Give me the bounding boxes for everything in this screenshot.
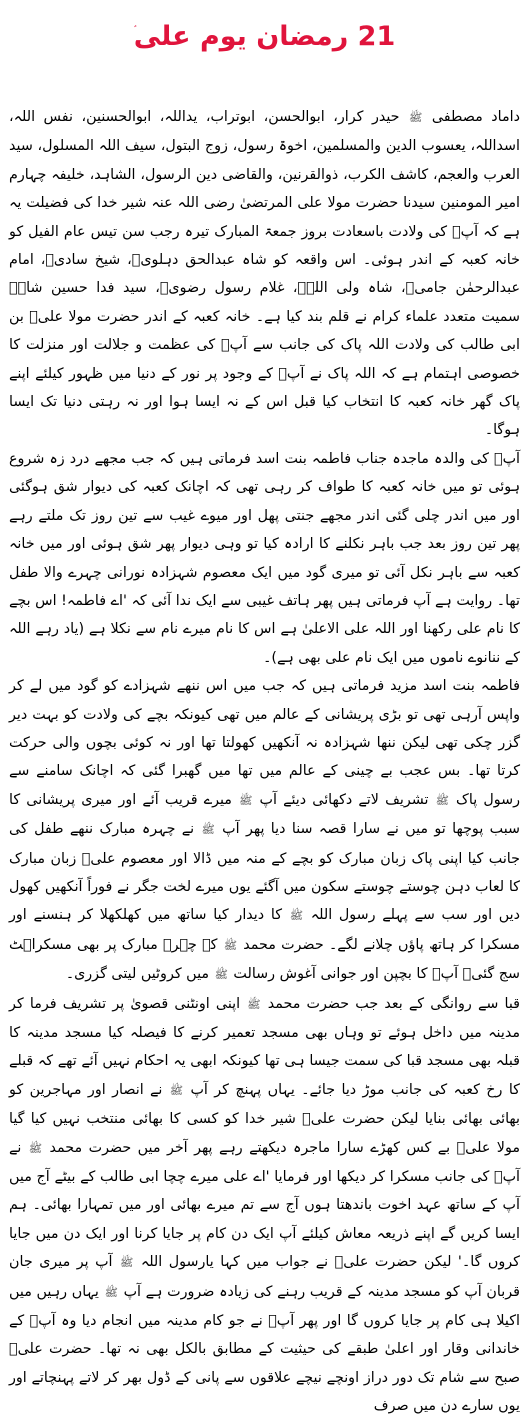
salutation-symbol: ﷺ bbox=[28, 1141, 43, 1155]
paragraph-text: کے چہرے مبارک پر بھی مسکراہٹ سج گئی۔ آپؑ کا بچپن اور جوانی آغوش رسالت bbox=[9, 936, 520, 983]
salutation-symbol: ﷺ bbox=[247, 997, 261, 1011]
title-text: 21 رمضان یوم علی bbox=[133, 21, 396, 52]
paragraph bbox=[9, 445, 520, 672]
paragraph-text: میرے قریب آئے اور میری پریشانی کا سبب پوچھا تو میں نے سارا قصہ سنا دیا پھر آپ bbox=[9, 791, 521, 838]
salutation-symbol: ﷺ bbox=[239, 793, 253, 807]
paragraph-text: کا دیدار کیا ساتھ میں کھلکھلا کر ہنسنے اور مسکرا کر ہاتھ پاؤں چلانے لگے۔ حضرت محمد bbox=[9, 907, 520, 953]
paragraph bbox=[9, 990, 520, 1421]
salutation-symbol: ﷺ bbox=[169, 1083, 184, 1097]
salutation-symbol: ﷺ bbox=[120, 1256, 134, 1270]
salutation-symbol: ﷺ bbox=[289, 909, 304, 923]
paragraph-text: فاطمہ بنت اسد مزید فرماتی ہیں کہ جب میں اس ننھے شہزادے کو گود میں لے کر واپس آرہی تھی تو بڑی پریشانی کے عالم میں تھی کیونکہ بچے کی ولادت کو بہت دیر گزر چکی تھی لیکن ننھا شہزادہ نہ آنکھیں کھولتا تھا اور نہ کوئی بچوں والی حرکت کرتا تھا۔ بس عجب بے چینی کے عالم میں تھا میں گھبرا گئی کہ اچانک سامنے سے رسول پاک bbox=[9, 678, 520, 808]
salutation-symbol: ﷺ bbox=[435, 793, 449, 807]
paragraph-text: تشریف لاتے دکھائی دیئے آپ bbox=[253, 791, 435, 808]
paragraph-text: آپ پر میری جان قربان آپ کو مسجد مدینہ کے قریب رہنے کی زیادہ ضرورت ہے آپ bbox=[9, 1254, 520, 1300]
paragraph-text: قبا سے روانگی کے بعد جب حضرت محمد bbox=[261, 995, 520, 1012]
paragraph-text: نے آپؑ کی جانب مسکرا کر دیکھا اور فرمایا 'اے علی میرے چچا ابی طالب کے بیٹے آج میں آپ کے ساتھ عہد اخوت باندھتا ہوں آج سے تم میرے بھائی اور میں تمہارا بھائی۔ ہم ایسا کریں گے اپنے ذریعہ معاش کیلئے آپ ایک دن کام پر جایا کرنا اور ایک دن میں جایا کروں گا۔' لیکن حضرت علیؑ نے جواب میں کہا یارسول اللہ bbox=[9, 1139, 520, 1271]
salutation-symbol: ﷺ bbox=[104, 1285, 118, 1299]
paragraph-text: میں کروٹیں لیتی گزری۔ bbox=[65, 966, 214, 983]
page-title bbox=[0, 10, 529, 59]
paragraph bbox=[9, 103, 520, 445]
article-body bbox=[9, 103, 520, 1421]
salutation-symbol: ﷺ bbox=[409, 111, 423, 124]
paragraph-text: داماد مصطفی bbox=[423, 109, 520, 125]
salutation-symbol: ﷺ bbox=[223, 938, 237, 952]
paragraph-text: آپؑ کی والدہ ماجدہ جناب فاطمہ بنت اسد فرماتی ہیں کہ جب مجھے درد زہ شروع ہوئی تو میں خانہ کعبہ کا طواف کر رہی تھی کہ اچانک کعبہ کی دیوار شق ہوگئی اور میں اندر چلی گئی اندر مجھے جنتی پھل اور میوے غیب سے تین روز تک ملتے رہے پھر تین روز بعد جب باہر نکلنے کا ارادہ کیا تو وہی دیوار پھر شق ہوئی اور میں خانہ کعبہ سے باہر نکل آئی تو میری گود میں ایک معصوم شہزادہ نورانی چہرے والا طفل تھا۔ روایت ہے آپ فرماتی ہیں پھر ہاتف غیبی سے ایک ندا آئی کہ 'اے فاطمہ! اس بچے کا نام علی رکھنا اور اللہ علی الاعلیٰ ہے اس کا نام میرے نام سے نکلا ہے (یاد رہے اللہ کے ننانوے ناموں میں ایک نام علی بھی ہے)۔ bbox=[9, 450, 520, 666]
paragraph-text: یہاں رہیں میں اکیلا ہی کام پر جایا کروں گا اور پھر آپؑ نے جو کام مدینہ میں انجام دیا وہ آپؑ کے خاندانی وقار اور اعلیٰ طبقے کی حیثیت کے مطابق بالکل بھی نہ تھا۔ حضرت علیؑ صبح سے شام تک دور دراز اونچے نیچے علاقوں سے پانی کے ڈول بھر کر لاتے پہنچاتے اور یوں سارے دن میں صرف bbox=[9, 1283, 520, 1415]
paragraph bbox=[9, 672, 520, 989]
paragraph-text: نے چہرہ مبارک ننھے طفل کی جانب کیا اپنی پاک زبان مبارک کو بچے کے منہ میں ڈالا اور معصوم علیؑ زبان مبارک کا لعاب دہن چوستے چوستے سکون میں آگئے یوں میرے لخت جگر نے فوراً آنکھیں کھول دیں اور سب سے پہلے رسول اللہ bbox=[9, 821, 520, 924]
salutation-symbol: ﷺ bbox=[214, 968, 228, 982]
paragraph-text: حیدر کرار، ابوالحسن، ابوتراب، یداللہ، ابوالحسنین، نفس اللہ، اسداللہ، یعسوب الدین والمسلمین، اخوۃ رسول، زوج البتول، سیف اللہ المسلول، سید العرب والعجم، کاشف الکرب، ذوالقرنین، والقاضی دین الرسول، الشاہد، خلیفہ چہارم امیر المومنین سیدنا حضرت مولا علی المرتضیٰ رضی اللہ عنہ شیر خدا کی فضیلت یہ ہے کہ آپؑ کی ولادت باسعادت بروز جمعۃ المبارک تیرہ رجب سن تیس عام الفیل کو خانہ کعبہ کے اندر ہوئی۔ اس واقعہ کو شاہ عبدالحق دہلویؒ، شیخ سادیؒ، امام عبدالرحمٰن جامیؒ، شاہ ولی اللہؒ، غلام رسول رضویؒ، سید فدا حسین شاہؒ سمیت متعدد علماء کرام نے قلم بند کیا ہے۔ خانہ کعبہ کے اندر حضرت مولا علیؑ بن ابی طالب کی ولادت اللہ پاک کی جانب سے آپؑ کی عظمت و جلالت اور منزلت کا خصوصی اہتمام ہے کہ اللہ پاک نے آپؑ کے وجود پر نور کے دنیا میں ظہور کیلئے اپنے پاک گھر خانہ کعبہ کا انتخاب کیا قبل اس کے نہ ایسا ہوا اور نہ رہتی دنیا تک ایسا ہوگا۔ bbox=[9, 109, 520, 439]
paragraph-text: نے انصار اور مہاجرین کو بھائی بھائی بنایا لیکن حضرت علیؑ شیر خدا کو کسی کا بھائی منتخب نہیں کیا گیا مولا علیؑ بے کس کھڑے سارا ماجرہ دیکھتے رہے پھر آخر میں حضرت محمد bbox=[9, 1081, 520, 1156]
paragraph-text: اپنی اونٹنی قصویٰ پر تشریف فرما کر مدینہ میں داخل ہوئے تو وہاں بھی مسجد تعمیر کرنے کا فیصلہ کیا مسجد مدینہ کا قبلہ بھی مسجد قبا کی سمت جیسا ہی تھا کیونکہ ابھی یہ احکام نہیں آئے تھے کہ قبلے کا رخ کعبہ کی جانب موڑ دیا جائے۔ یہاں پہنچ کر آپ bbox=[9, 995, 520, 1098]
salutation-symbol: ﷺ bbox=[201, 823, 215, 837]
